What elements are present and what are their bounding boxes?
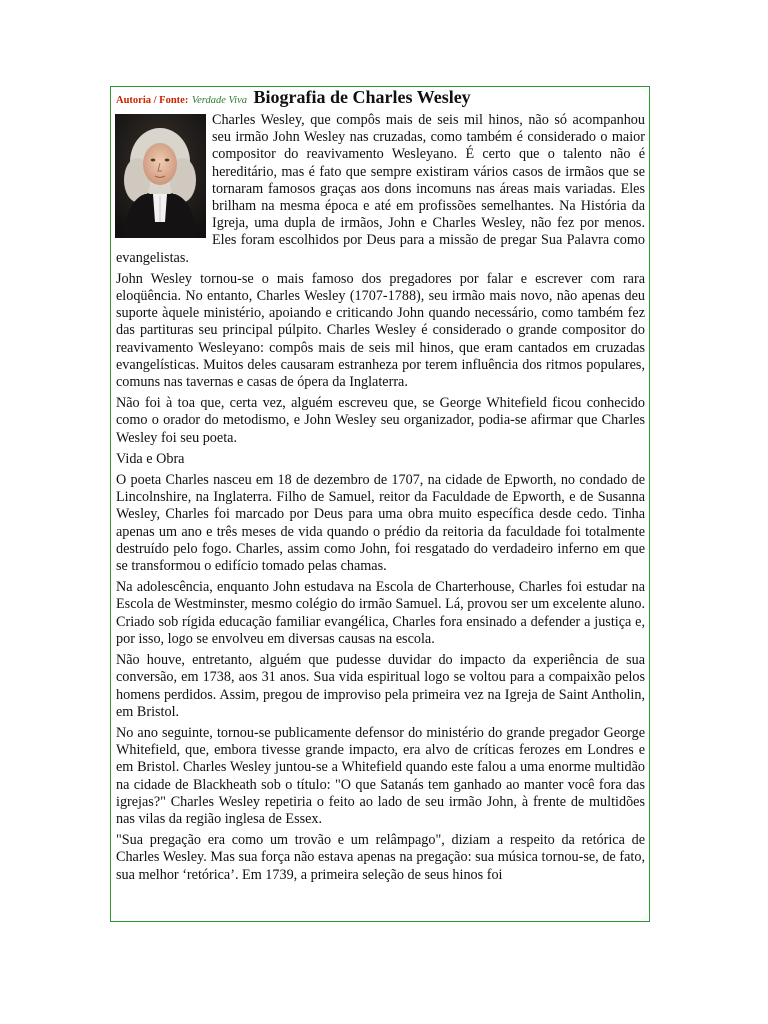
paragraph: Não foi à toa que, certa vez, alguém escreveu que, se George Whitefield ficou conhecido como o orador do metodismo, e John Wesley seu organizador, podia-se afirmar que Charles Wesley foi seu poeta. xyxy=(116,395,645,446)
portrait-icon xyxy=(115,114,206,238)
document-title: Biografia de Charles Wesley xyxy=(253,87,471,107)
paragraph: Na adolescência, enquanto John estudava na Escola de Charterhouse, Charles foi estudar na Escola de Westminster, mesmo colégio do irmão Samuel. Lá, provou ser um excelente aluno. Criado sob rígida educação familiar evangélica, Charles fora ensinado a defender a justiça e, por isso, logo se envolveu em diversas causas na escola. xyxy=(116,579,645,647)
source-name: Verdade Viva xyxy=(191,95,247,106)
document-header xyxy=(116,89,645,111)
paragraph: No ano seguinte, tornou-se publicamente defensor do ministério do grande pregador George Whitefield, que, embora tivesse grande impacto, era alvo de críticas ferozes em Londres e em Bristol. Charles Wesley juntou-se a Whitefield quando este falou a uma enorme multidão na cidade de Blackheath sob o título: "O que Satanás tem ganhado ao manter você fora das igrejas?" Charles Wesley repetiria o feito ao lado de seu irmão John, à frente de multidões nas vilas da região inglesa de Essex. xyxy=(116,724,645,827)
paragraph: "Sua pregação era como um trovão e um relâmpago", diziam a respeito da retórica de Charles Wesley. Mas sua força não estava apenas na pregação: sua música tornou-se, de fato, sua melhor ‘retórica’. Em 1739, a primeira seleção de seus hinos foi xyxy=(116,832,645,883)
author-label: Autoria / Fonte: xyxy=(116,95,189,106)
section-heading-vida-e-obra: Vida e Obra xyxy=(116,450,185,467)
paragraph: Não houve, entretanto, alguém que pudesse duvidar do impacto da experiência de sua conversão, em 1738, aos 31 anos. Sua vida espiritual logo se voltou para a compaixão pelos homens perdidos. Assim, pregou de improviso pela primeira vez na Igreja de Saint Antholin, em Bristol. xyxy=(116,652,645,720)
paragraph: O poeta Charles nasceu em 18 de dezembro de 1707, na cidade de Epworth, no condado de Lincolnshire, na Inglaterra. Filho de Samuel, reitor da Faculdade de Epworth, e de Susanna Wesley, Charles foi marcado por Deus para uma obra muito específica desde cedo. Tinha apenas um ano e três meses de vida quando o prédio da reitoria da faculdade foi totalmente destruído pelo fogo. Charles, assim como John, foi resgatado do verdadeiro inferno em que se transformou o edifício tomado pelas chamas. xyxy=(116,472,645,575)
paragraph-intro: Charles Wesley, que compôs mais de seis mil hinos, não só acompanhou seu irmão John Wesley nas cruzadas, como também é considerado o maior compositor do reavivamento Wesleyano. É certo que o talento não é hereditário, mas é fato que sempre existiram vários casos de irmãos que se tornaram famosos graças aos dons incomuns nas áreas mais variadas. Eles brilham na mesma época e até em profissões semelhantes. Na História da Igreja, uma dupla de irmãos, John e Charles Wesley, não fez por menos. Eles foram escolhidos por Deus para a missão de pregar Sua Palavra como evangelistas. xyxy=(116,112,645,266)
paragraph: John Wesley tornou-se o mais famoso dos pregadores por falar e escrever com rara eloqüência. No entanto, Charles Wesley (1707-1788), seu irmão mais novo, não apenas deu suporte àquele ministério, apoiando e criticando John quando necessário, como também fez das partituras seu principal púlpito. Charles Wesley é considerado o grande compositor do reavivamento Wesleyano: compôs mais de seis mil hinos, que eram cantados em cruzadas evangelísticas. Muitos deles causaram estranheza por terem influência dos ritmos populares, comuns nas tavernas e casas de ópera da Inglaterra. xyxy=(116,270,645,391)
charles-wesley-portrait xyxy=(115,114,206,238)
document-frame xyxy=(110,86,650,922)
